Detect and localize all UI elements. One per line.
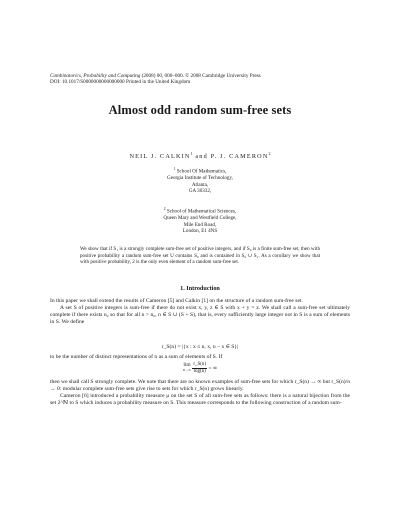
affiliation-1-line: Georgia Institute of Technology, xyxy=(167,175,233,182)
paper-title: Almost odd random sum-free sets xyxy=(108,103,292,117)
affiliation-2-mark: 2 xyxy=(163,207,166,211)
affiliation-1-line: GA 30332, xyxy=(188,187,212,194)
paragraph: A set S of positive integers is sum-free if there do not exist x, y, z ∈ S with x + y = z. We shall call a sum-free set ultimately complete if there exists n₀ so that for all n > n₀, n ∈ S ∪ (S + S), that is, every sufficiently large integer not in S is a sum of elements in S. We define xyxy=(50,305,350,326)
journal-issue: (2008) 00, 000–000. © 2008 Cambridge University Press xyxy=(140,73,261,79)
affiliation-1-line: School Of Mathematics, xyxy=(176,168,227,175)
author-1: NEIL J. CALKIN xyxy=(129,153,191,161)
limit-subscript: n→∞ xyxy=(182,368,191,373)
journal-name: Combinatorics, Probability and Computing xyxy=(50,73,141,79)
equation-limit xyxy=(0,362,400,374)
paragraph: to be the number of distinct representations of n as a sum of elements of S. If xyxy=(50,354,223,360)
fraction-denominator: log(n) xyxy=(193,368,206,374)
author-2-mark: 2 xyxy=(268,151,271,156)
equation-rs: r_S(n) = |{x : x ≤ n, x, n − x ∈ S}| xyxy=(161,344,239,350)
limit-rhs: = ∞ xyxy=(208,365,218,372)
section-heading: 1. Introduction xyxy=(180,285,220,292)
limit-operator: lim xyxy=(183,361,191,368)
paragraph: then we shall call S strongly complete. We note that there are no known examples of sum-free sets for which r_S(n) → ∞ but r_S(n)/n → 0: modular complete sum-free sets give rise to sets for which r_S(n) grows linearly. xyxy=(50,379,350,393)
author-conjunction: and xyxy=(192,153,211,161)
affiliation-1-mark: 1 xyxy=(173,167,176,171)
paragraph: Cameron [6] introduced a probability measure μ on the set S of all sum-free sets as follows: there is a natural bijection from the set 2^ℕ to S which induces a probability measure on S. This measure corresponds to the following construction of a random sum- xyxy=(50,393,350,407)
affiliation-2-line: Queen Mary and Westfield College, xyxy=(163,215,237,222)
paragraph: In this paper we shall extend the results of Cameron [5] and Calkin [1] on the structure of a random sum-free set. xyxy=(50,298,303,304)
affiliation-1-line: Atlanta, xyxy=(191,181,209,188)
fraction-numerator: r_S(n) xyxy=(193,362,207,367)
abstract: We show that if S₁ is a strongly complete sum-free set of positive integers, and if S₀ is a finite sum-free set, then with positive probability a random sum-free set U contains S₀ and is contained in S₀ ∪ S₁. As a corollary we show that with positive probability, 2 is the only even element of a random sum-free set. xyxy=(80,246,320,266)
body-text-top xyxy=(50,298,350,326)
journal-header xyxy=(50,73,261,86)
affiliation-2-line: School of Mathematical Sciences, xyxy=(166,208,237,215)
author-2: P. J. CAMERON xyxy=(210,153,269,161)
affiliation-2-line: London, E1 4NS xyxy=(182,227,218,234)
affiliation-2-line: Mile End Road, xyxy=(183,221,217,228)
body-text-mid xyxy=(50,354,350,361)
author-1-mark: 1 xyxy=(190,151,193,156)
body-text-bottom xyxy=(50,379,350,407)
author-line xyxy=(0,151,400,160)
affiliation-2 xyxy=(0,206,400,234)
affiliation-1 xyxy=(0,166,400,194)
journal-doi: DOI: 10.1017/S0000000000000000 Printed in the United Kingdom xyxy=(50,79,191,86)
